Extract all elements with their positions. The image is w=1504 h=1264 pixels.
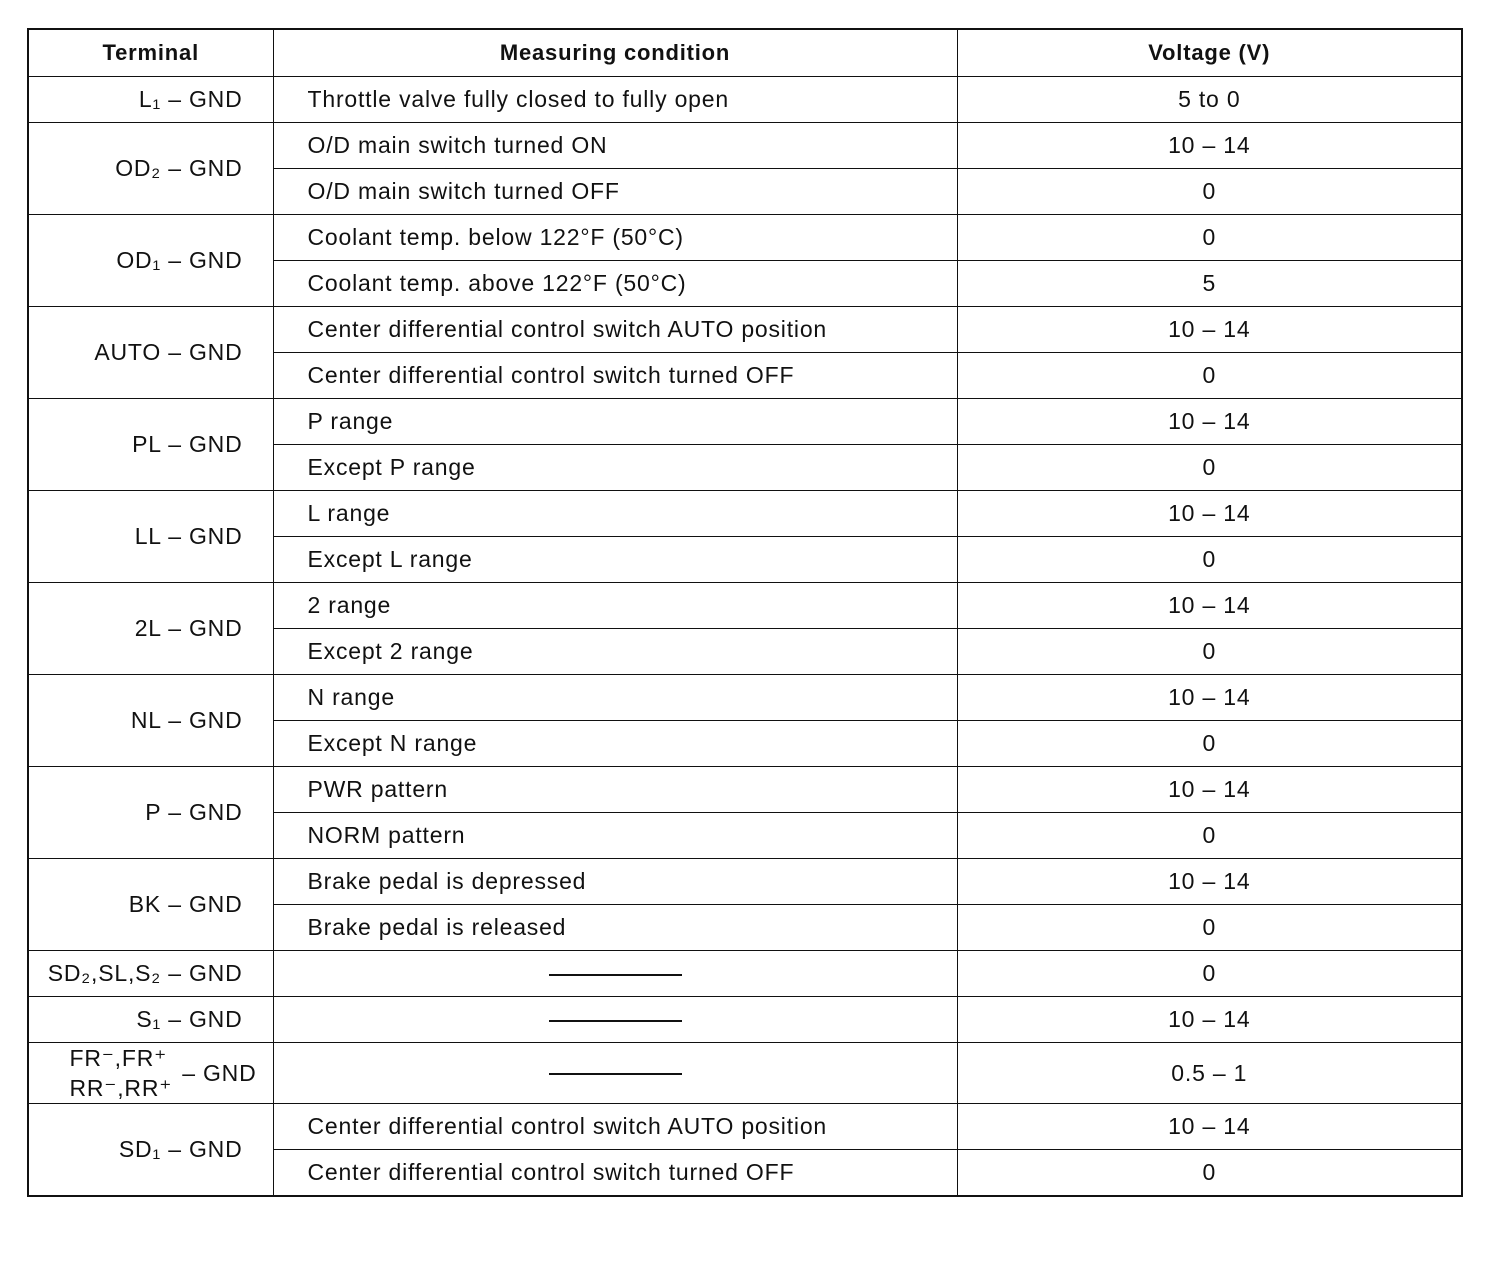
- voltage-cell: 0: [957, 169, 1462, 215]
- voltage-cell: 0: [957, 629, 1462, 675]
- voltage-cell: 0: [957, 1150, 1462, 1197]
- table-row: [28, 77, 1462, 123]
- condition-cell: 2 range: [273, 583, 957, 629]
- terminal-cell: OD₂ – GND: [28, 123, 273, 215]
- table-row: [28, 583, 1462, 629]
- header-row: [28, 29, 1462, 77]
- voltage-cell: 10 – 14: [957, 859, 1462, 905]
- terminal-lines: [69, 1043, 172, 1103]
- condition-cell: Throttle valve fully closed to fully open: [273, 77, 957, 123]
- table-row: [28, 951, 1462, 997]
- voltage-cell: 10 – 14: [957, 1104, 1462, 1150]
- table-row: [28, 123, 1462, 169]
- voltage-cell: 0.5 – 1: [957, 1043, 1462, 1104]
- terminal-cell: PL – GND: [28, 399, 273, 491]
- terminal-cell: AUTO – GND: [28, 307, 273, 399]
- condition-cell: NORM pattern: [273, 813, 957, 859]
- voltage-cell: 10 – 14: [957, 491, 1462, 537]
- voltage-cell: 0: [957, 445, 1462, 491]
- voltage-cell: 0: [957, 813, 1462, 859]
- condition-cell: Brake pedal is released: [273, 905, 957, 951]
- condition-cell: Except 2 range: [273, 629, 957, 675]
- no-condition-cell: [273, 951, 957, 997]
- terminal-cell: OD₁ – GND: [28, 215, 273, 307]
- table-row: [28, 997, 1462, 1043]
- condition-cell: O/D main switch turned ON: [273, 123, 957, 169]
- voltage-cell: 10 – 14: [957, 123, 1462, 169]
- no-condition-dash: [549, 1020, 682, 1022]
- terminal-line: RR⁻,RR⁺: [69, 1075, 173, 1101]
- table-row: [28, 859, 1462, 905]
- voltage-cell: 0: [957, 537, 1462, 583]
- table-row: [28, 307, 1462, 353]
- terminal-cell: L₁ – GND: [28, 77, 273, 123]
- condition-cell: O/D main switch turned OFF: [273, 169, 957, 215]
- terminal-cell: P – GND: [28, 767, 273, 859]
- table-row: [28, 399, 1462, 445]
- header-terminal: Terminal: [28, 29, 273, 77]
- voltage-cell: 10 – 14: [957, 997, 1462, 1043]
- condition-cell: Center differential control switch turned OFF: [273, 353, 957, 399]
- no-condition-cell: [273, 1043, 957, 1104]
- table-row: [28, 675, 1462, 721]
- voltage-cell: 10 – 14: [957, 583, 1462, 629]
- condition-cell: P range: [273, 399, 957, 445]
- condition-cell: PWR pattern: [273, 767, 957, 813]
- terminal-stack: [69, 1043, 256, 1103]
- voltage-cell: 0: [957, 721, 1462, 767]
- condition-cell: Brake pedal is depressed: [273, 859, 957, 905]
- voltage-cell: 5 to 0: [957, 77, 1462, 123]
- voltage-cell: 10 – 14: [957, 307, 1462, 353]
- terminal-cell: BK – GND: [28, 859, 273, 951]
- terminal-cell: NL – GND: [28, 675, 273, 767]
- condition-cell: Except L range: [273, 537, 957, 583]
- terminal-cell: S₁ – GND: [28, 997, 273, 1043]
- voltage-cell: 0: [957, 215, 1462, 261]
- voltage-cell: 0: [957, 353, 1462, 399]
- no-condition-dash: [549, 974, 682, 976]
- condition-cell: Except N range: [273, 721, 957, 767]
- voltage-cell: 10 – 14: [957, 399, 1462, 445]
- voltage-cell: 10 – 14: [957, 675, 1462, 721]
- voltage-cell: 0: [957, 905, 1462, 951]
- table-row: [28, 215, 1462, 261]
- terminal-voltage-table: [27, 28, 1463, 1197]
- terminal-line: FR⁻,FR⁺: [69, 1045, 168, 1071]
- table-row: [28, 1043, 1462, 1104]
- condition-cell: Center differential control switch AUTO position: [273, 1104, 957, 1150]
- table-row: [28, 1104, 1462, 1150]
- voltage-cell: 5: [957, 261, 1462, 307]
- condition-cell: Coolant temp. above 122°F (50°C): [273, 261, 957, 307]
- terminal-cell: [28, 1043, 273, 1104]
- condition-cell: Except P range: [273, 445, 957, 491]
- condition-cell: Center differential control switch AUTO position: [273, 307, 957, 353]
- terminal-cell: SD₂,SL,S₂ – GND: [28, 951, 273, 997]
- terminal-cell: 2L – GND: [28, 583, 273, 675]
- condition-cell: Center differential control switch turned OFF: [273, 1150, 957, 1197]
- table-row: [28, 491, 1462, 537]
- header-measuring-condition: Measuring condition: [273, 29, 957, 77]
- terminal-cell: LL – GND: [28, 491, 273, 583]
- voltage-cell: 10 – 14: [957, 767, 1462, 813]
- no-condition-dash: [549, 1073, 682, 1075]
- terminal-suffix: – GND: [182, 1059, 257, 1086]
- condition-cell: L range: [273, 491, 957, 537]
- voltage-cell: 0: [957, 951, 1462, 997]
- terminal-cell: SD₁ – GND: [28, 1104, 273, 1197]
- header-voltage: Voltage (V): [957, 29, 1462, 77]
- table-row: [28, 767, 1462, 813]
- no-condition-cell: [273, 997, 957, 1043]
- condition-cell: Coolant temp. below 122°F (50°C): [273, 215, 957, 261]
- condition-cell: N range: [273, 675, 957, 721]
